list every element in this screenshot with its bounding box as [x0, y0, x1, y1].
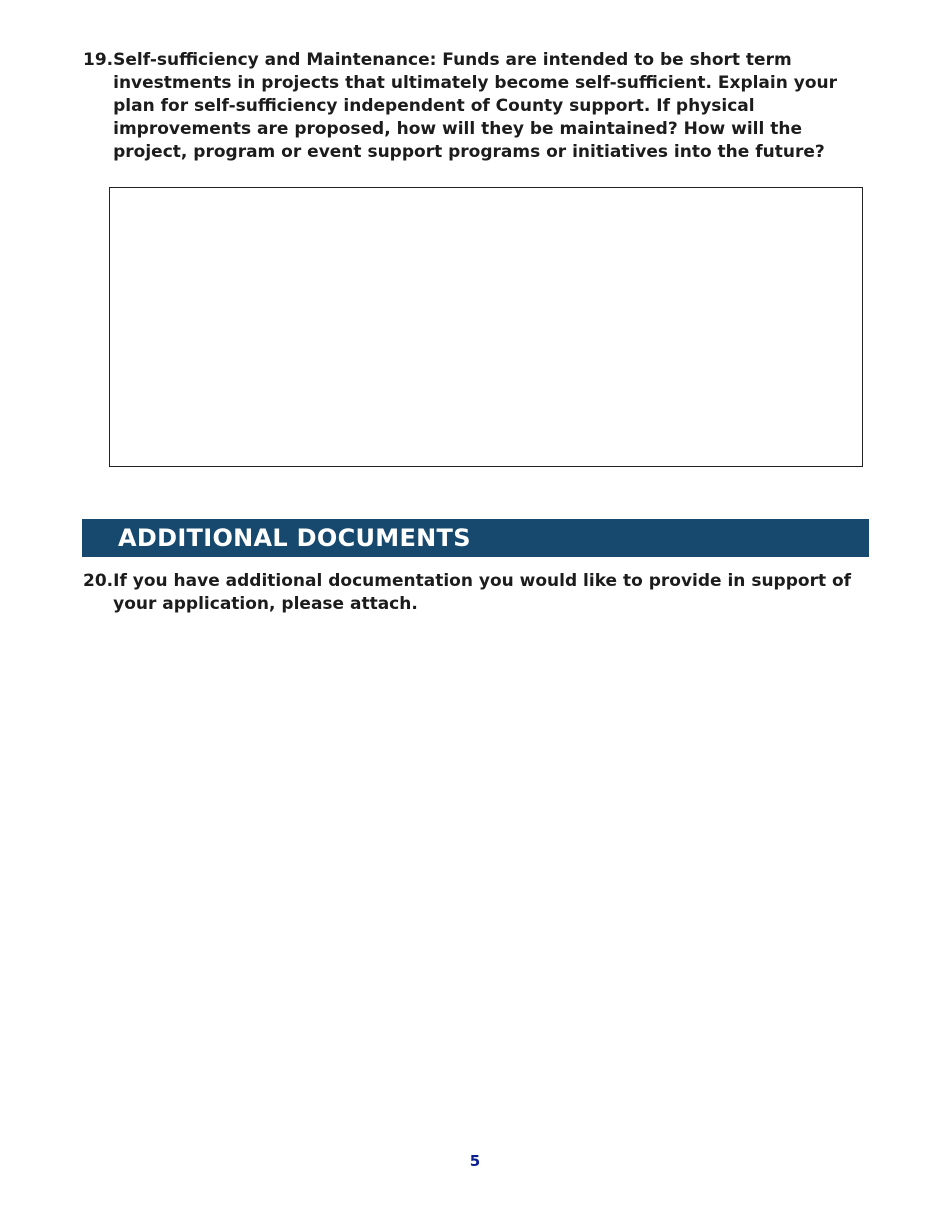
question-text: Self-sufficiency and Maintenance: Funds are intended to be short term investments in projects that ultimately become self-sufficient. Explain your plan for self-sufficiency independent of County support. If physical improvements are proposed, how will they be maintained? How will the project, program or event support programs or initiatives into the future?	[113, 50, 838, 162]
question-number: 19.	[83, 50, 114, 70]
question-number: 20.	[83, 571, 114, 591]
page-number: 5	[469, 1152, 481, 1170]
answer-text-field-19[interactable]	[109, 187, 863, 467]
section-header-additional-documents: ADDITIONAL DOCUMENTS	[82, 519, 869, 557]
question-20	[83, 570, 873, 616]
question-19	[83, 49, 873, 164]
question-text: If you have additional documentation you would like to provide in support of your application, please attach.	[113, 571, 852, 614]
